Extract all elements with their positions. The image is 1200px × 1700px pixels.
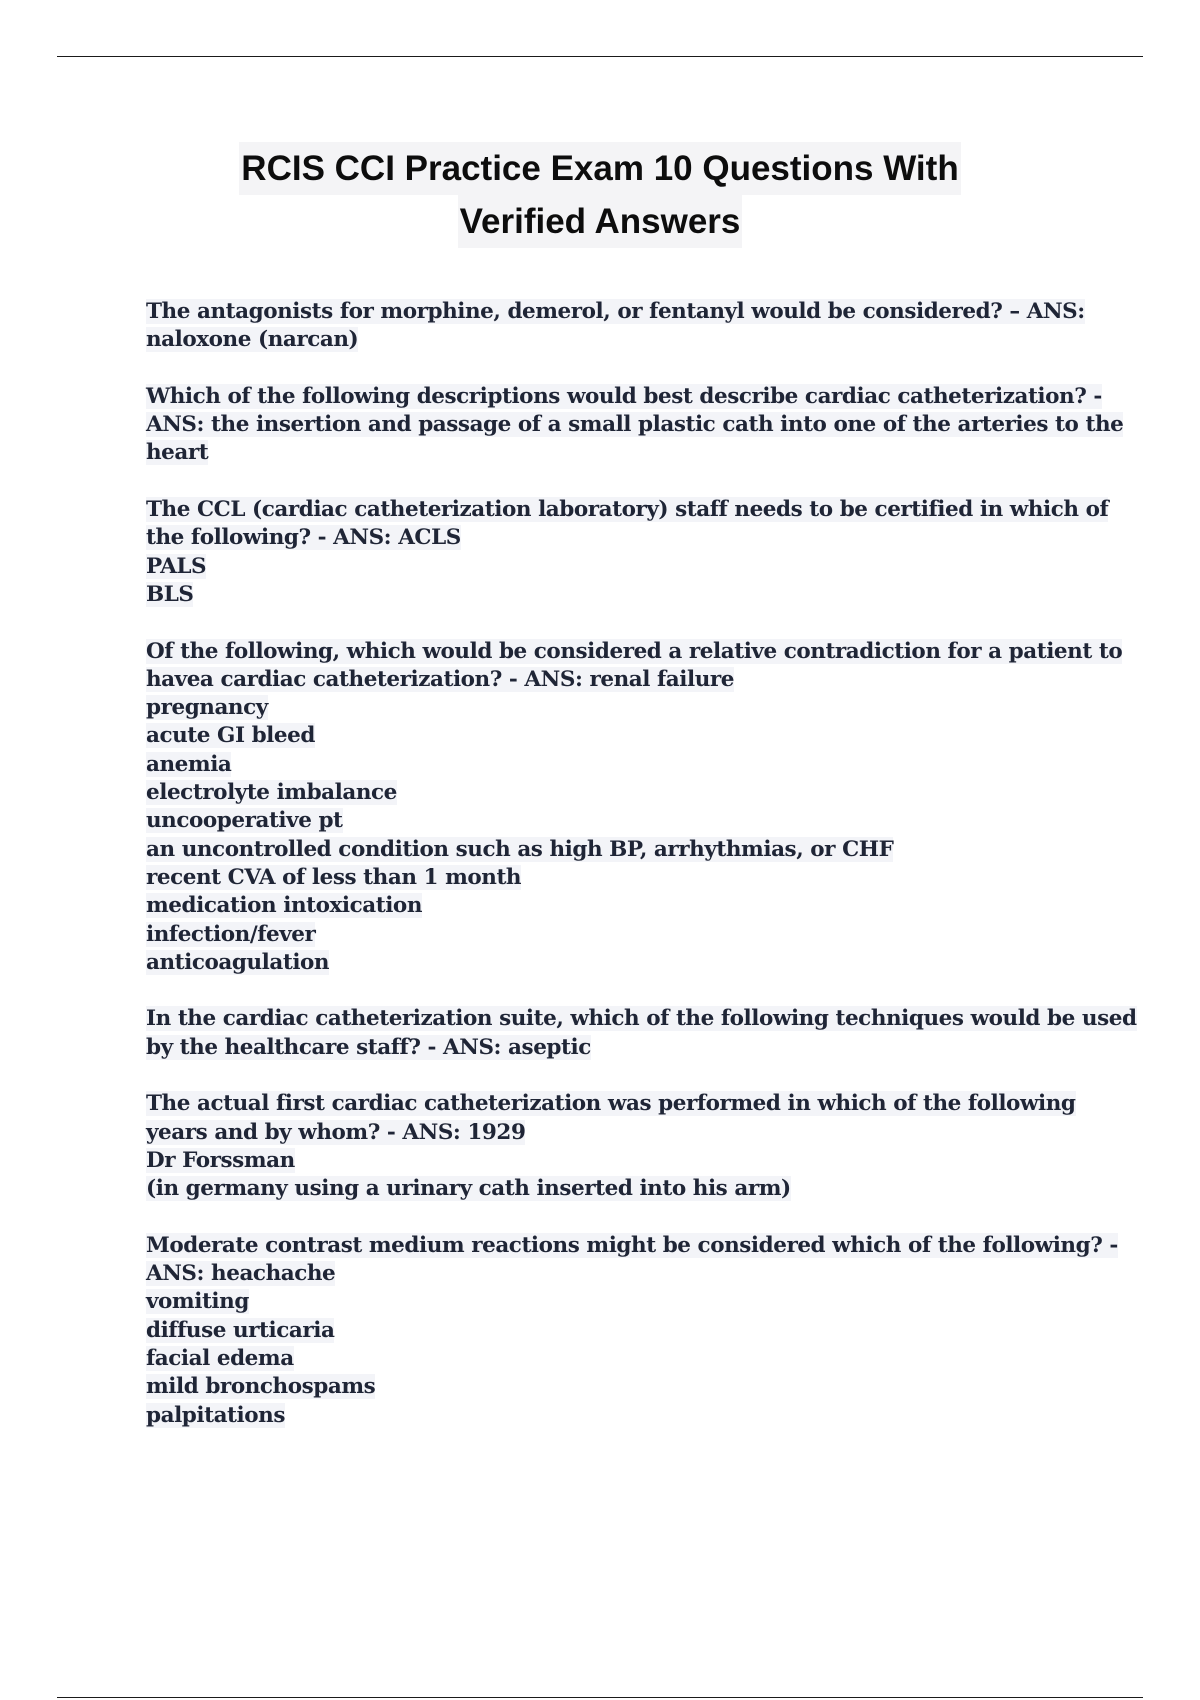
title-line: RCIS CCI Practice Exam 10 Questions With: [239, 142, 960, 195]
qa-item: [146, 496, 1109, 609]
qa-line: an uncontrolled condition such as high BP, arrhythmias, or CHF: [146, 836, 894, 862]
footer-rule: [57, 1697, 1143, 1698]
qa-line: BLS: [146, 581, 194, 607]
qa-line: the following? - ANS: ACLS: [146, 525, 461, 551]
qa-line: vomiting: [146, 1289, 249, 1315]
qa-line: Which of the following descriptions would best describe cardiac catheterization? -: [146, 383, 1102, 409]
qa-line: naloxone (narcan): [146, 327, 359, 353]
qa-line: anticoagulation: [146, 949, 330, 975]
qa-line: In the cardiac catheterization suite, which of the following techniques would be used: [146, 1006, 1137, 1032]
qa-list: [146, 298, 1137, 1458]
qa-line: heart: [146, 440, 209, 466]
qa-line: years and by whom? - ANS: 1929: [146, 1119, 526, 1145]
qa-line: infection/fever: [146, 921, 316, 947]
qa-line: pregnancy: [146, 695, 268, 721]
qa-line: medication intoxication: [146, 893, 423, 919]
qa-line: Of the following, which would be considered a relative contradiction for a patient to: [146, 638, 1123, 664]
qa-line: palpitations: [146, 1402, 285, 1428]
qa-line: The antagonists for morphine, demerol, or fentanyl would be considered? – ANS:: [146, 299, 1085, 324]
qa-line: (in germany using a urinary cath inserted into his arm): [146, 1176, 791, 1202]
qa-item: [146, 298, 1106, 355]
qa-line: by the healthcare staff? - ANS: aseptic: [146, 1034, 591, 1060]
qa-line: PALS: [146, 553, 207, 579]
qa-line: electrolyte imbalance: [146, 780, 397, 806]
document-title: [0, 142, 1200, 248]
qa-line: ANS: the insertion and passage of a small plastic cath into one of the arteries to the: [146, 412, 1124, 438]
qa-line: havea cardiac catheterization? - ANS: renal failure: [146, 666, 734, 692]
qa-line: anemia: [146, 751, 232, 777]
qa-item: [146, 1090, 1106, 1203]
qa-line: The actual first cardiac catheterization was performed in which of the following: [146, 1091, 1076, 1117]
qa-item: [146, 638, 1123, 978]
qa-item: [146, 1005, 1137, 1062]
qa-line: Dr Forssman: [146, 1147, 295, 1173]
qa-line: ANS: heachache: [146, 1261, 336, 1287]
qa-line: facial edema: [146, 1345, 294, 1371]
qa-item: [146, 383, 1124, 468]
qa-line: mild bronchospams: [146, 1374, 376, 1400]
header-rule: [57, 56, 1143, 57]
title-line: Verified Answers: [458, 195, 743, 248]
qa-line: recent CVA of less than 1 month: [146, 864, 522, 890]
qa-item: [146, 1232, 1118, 1430]
qa-line: diffuse urticaria: [146, 1317, 335, 1343]
qa-line: uncooperative pt: [146, 808, 343, 834]
qa-line: acute GI bleed: [146, 723, 315, 749]
qa-line: Moderate contrast medium reactions might be considered which of the following? -: [146, 1232, 1118, 1258]
qa-line: The CCL (cardiac catheterization laboratory) staff needs to be certified in which of: [146, 497, 1109, 523]
